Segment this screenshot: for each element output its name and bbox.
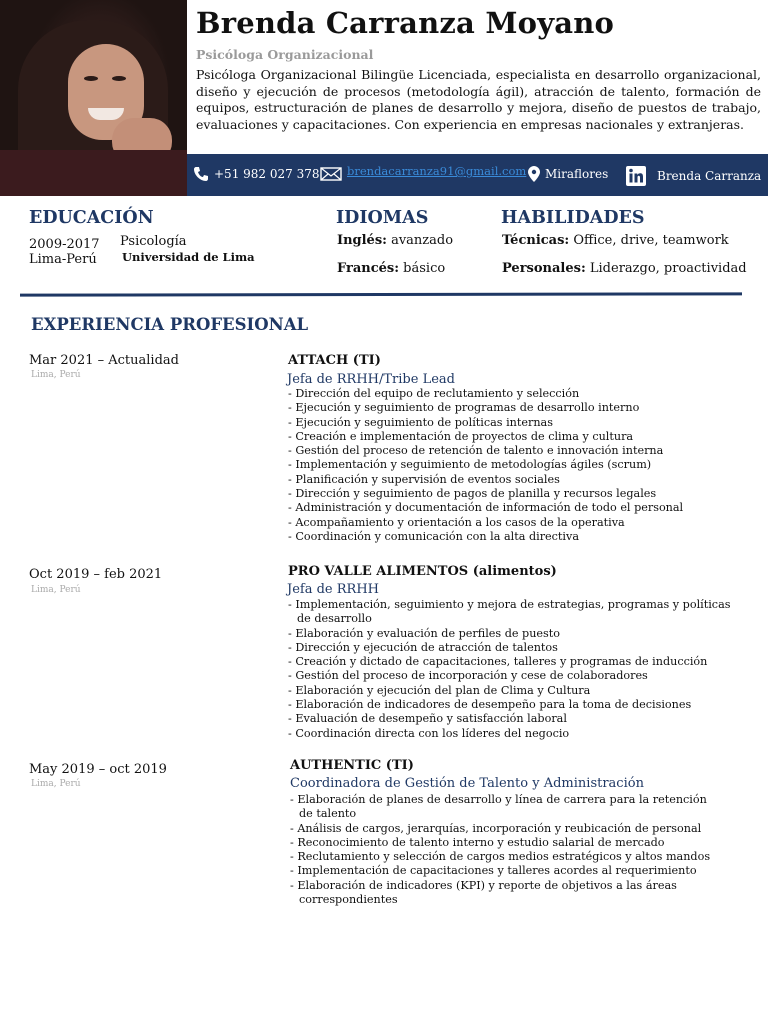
list-item: - Elaboración y ejecución del plan de Clima y Cultura — [288, 683, 591, 697]
skills-technical-label: Técnicas: — [502, 233, 570, 248]
linkedin-text[interactable]: Brenda Carranza — [657, 169, 762, 183]
contact-email[interactable] — [320, 166, 526, 182]
phone-icon — [193, 166, 209, 182]
job-period: May 2019 – oct 2019 — [29, 762, 167, 777]
job-role: Jefa de RRHH/Tribe Lead — [287, 372, 455, 387]
list-item: - Dirección del equipo de reclutamiento y selección — [288, 387, 580, 400]
list-item: - Creación y dictado de capacitaciones, talleres y programas de inducción — [288, 655, 708, 669]
list-item: - Dirección y ejecución de atracción de talentos — [288, 640, 558, 654]
location-text: Miraflores — [545, 167, 609, 181]
list-item: - Administración y documentación de información de todo el personal — [288, 501, 684, 515]
list-item: - Creación e implementación de proyectos de clima y cultura — [288, 429, 634, 443]
language-french — [337, 261, 445, 276]
list-item: - Gestión del proceso de retención de talento e innovación interna — [288, 444, 664, 458]
job-company: PRO VALLE ALIMENTOS (alimentos) — [288, 564, 557, 579]
skills-technical-value: Office, drive, teamwork — [569, 233, 729, 248]
mail-icon — [320, 166, 342, 182]
list-item: - Reconocimiento de talento interno y estudio salarial de mercado — [290, 835, 665, 849]
job-duties — [288, 598, 738, 741]
candidate-name: Brenda Carranza Moyano — [196, 6, 615, 40]
job-period: Oct 2019 – feb 2021 — [29, 567, 163, 582]
skills-personal — [502, 261, 747, 276]
job-company: ATTACH (TI) — [288, 353, 381, 368]
education-heading: EDUCACIÓN — [29, 208, 154, 228]
list-item: - Elaboración de indicadores de desempeño para la toma de decisiones — [288, 698, 692, 712]
contact-location — [528, 166, 608, 182]
language-english-level: avanzado — [386, 233, 454, 248]
skills-technical — [502, 233, 729, 248]
skills-personal-value: Liderazgo, proactividad — [585, 261, 747, 276]
education-place: Lima-Perú — [29, 252, 97, 267]
education-years: 2009-2017 — [29, 237, 100, 252]
list-item: - Gestión del proceso de incorporación y cese de colaboradores — [288, 669, 648, 683]
list-item: - Análisis de cargos, jerarquías, incorporación y reubicación de personal — [290, 821, 702, 835]
job-location: Lima, Perú — [31, 779, 81, 789]
list-item: - Ejecución y seguimiento de programas de desarrollo interno — [288, 401, 640, 415]
job-role: Jefa de RRHH — [287, 582, 379, 597]
language-english — [337, 233, 453, 248]
contact-linkedin[interactable] — [626, 166, 761, 186]
list-item: - Reclutamiento y selección de cargos medios estratégicos y altos mandos — [290, 850, 711, 864]
skills-personal-label: Personales: — [502, 261, 586, 276]
job-location: Lima, Perú — [31, 585, 81, 595]
list-item: - Planificación y supervisión de eventos sociales — [288, 472, 560, 486]
list-item: - Coordinación directa con los líderes del negocio — [288, 726, 570, 740]
linkedin-icon — [626, 166, 646, 186]
section-divider — [20, 292, 742, 296]
education-school: Universidad de Lima — [122, 250, 255, 264]
list-item: - Ejecución y seguimiento de políticas internas — [288, 415, 553, 429]
list-item: - Implementación de capacitaciones y talleres acordes al requerimiento — [290, 864, 697, 878]
skills-heading: HABILIDADES — [501, 208, 645, 228]
job-role: Coordinadora de Gestión de Talento y Administración — [290, 776, 644, 791]
contact-phone — [193, 166, 319, 182]
list-item: - Evaluación de desempeño y satisfacción laboral — [288, 712, 567, 726]
job-title: Psicóloga Organizacional — [196, 47, 374, 62]
job-location: Lima, Perú — [31, 370, 81, 380]
list-item: - Acompañamiento y orientación a los casos de la operativa — [288, 515, 625, 529]
education-degree: Psicología — [120, 234, 187, 249]
languages-heading: IDIOMAS — [336, 208, 429, 228]
location-pin-icon — [528, 166, 540, 182]
language-french-level: básico — [399, 261, 446, 276]
job-duties — [288, 387, 758, 544]
list-item: - Elaboración de indicadores (KPI) y reporte de objetivos a las áreas correspondientes — [290, 878, 677, 907]
profile-summary: Psicóloga Organizacional Bilingüe Licenciada, especialista en desarrollo organizacional, diseño y ejecución de procesos (metodología ágil), atracción de talento, formación de equipos, estructuración de planes de desarrollo y mejora, diseño de puestos de trabajo, evaluaciones y capacitaciones. Con experiencia en empresas nacionales y extranjeras. — [196, 67, 761, 132]
language-french-label: Francés: — [337, 261, 400, 276]
job-company: AUTHENTIC (TI) — [290, 758, 414, 773]
language-english-label: Inglés: — [337, 233, 387, 248]
list-item: - Coordinación y comunicación con la alta directiva — [288, 529, 579, 543]
job-period: Mar 2021 – Actualidad — [29, 353, 179, 368]
experience-heading: EXPERIENCIA PROFESIONAL — [31, 315, 309, 334]
list-item: - Elaboración y evaluación de perfiles de puesto — [288, 626, 561, 640]
phone-text: +51 982 027 378 — [214, 167, 320, 181]
profile-photo — [0, 0, 187, 196]
list-item: - Dirección y seguimiento de pagos de planilla y recursos legales — [288, 487, 657, 501]
email-link[interactable]: brendacarranza91@gmail.com — [347, 164, 527, 178]
contact-bar — [187, 154, 768, 196]
job-duties — [290, 793, 720, 907]
list-item: - Implementación, seguimiento y mejora de estrategias, programas y políticas de desarrollo — [288, 598, 731, 626]
list-item: - Implementación y seguimiento de metodologías ágiles (scrum) — [288, 458, 652, 472]
list-item: - Elaboración de planes de desarrollo y línea de carrera para la retención de talento — [290, 793, 707, 821]
